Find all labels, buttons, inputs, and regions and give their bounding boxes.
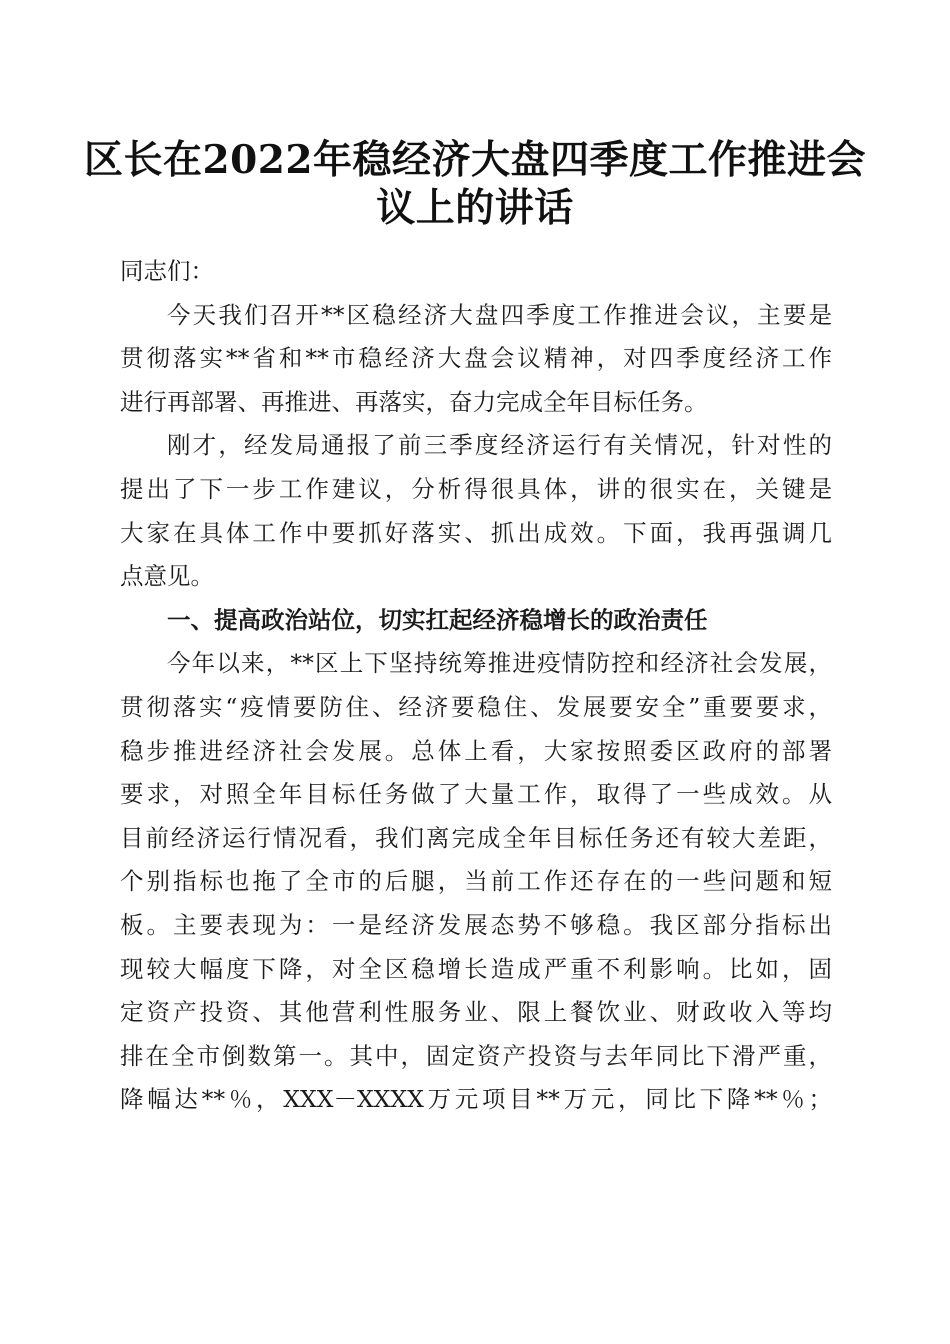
- paragraph-line: 定资产投资、其他营利性服务业、限上餐饮业、财政收入等均: [120, 998, 832, 1027]
- paragraph-line: 今年以来，**区上下坚持统筹推进疫情防控和经济社会发展，: [167, 649, 832, 678]
- paragraph-line: 现较大幅度下降，对全区稳增长造成严重不利影响。比如，固: [120, 954, 832, 983]
- paragraph-line: 提出了下一步工作建议，分析得很具体，讲的很实在，关键是: [120, 474, 832, 503]
- paragraph-line: 贯彻落实“疫情要防住、经济要稳住、发展要安全”重要要求，: [120, 692, 832, 721]
- title-line-1: 区长在2022年稳经济大盘四季度工作推进会: [83, 137, 867, 183]
- paragraph-3: [120, 642, 832, 1122]
- section-heading: 一、提高政治站位，切实扛起经济稳增长的政治责任: [167, 605, 708, 634]
- paragraph-line: 今天我们召开**区稳经济大盘四季度工作推进会议，主要是: [167, 300, 832, 329]
- paragraph-line: 排在全市倒数第一。其中，固定资产投资与去年同比下滑严重，: [120, 1041, 832, 1070]
- paragraph-line: 目前经济运行情况看，我们离完成全年目标任务还有较大差距，: [120, 823, 832, 852]
- paragraph-line: 点意见。: [120, 562, 214, 591]
- salutation: 同志们：: [120, 257, 214, 285]
- paragraph-line: 个别指标也拖了全市的后腿，当前工作还存在的一些问题和短: [120, 867, 832, 896]
- paragraph-line: 贯彻落实**省和**市稳经济大盘会议精神，对四季度经济工作: [120, 344, 832, 373]
- document-title: [0, 136, 950, 232]
- title-line-2: 议上的讲话: [376, 185, 574, 231]
- paragraph-line: 大家在具体工作中要抓好落实、抓出成效。下面，我再强调几: [120, 518, 832, 547]
- paragraph-line: 降幅达**％，XXX－XXXX万元项目**万元，同比下降**％；: [120, 1085, 832, 1114]
- paragraph-line: 板。主要表现为：一是经济发展态势不够稳。我区部分指标出: [120, 910, 832, 939]
- document-body: [120, 250, 832, 1122]
- paragraph-1: [120, 294, 832, 425]
- paragraph-line: 稳步推进经济社会发展。总体上看，大家按照委区政府的部署: [120, 736, 832, 765]
- paragraph-2: [120, 424, 832, 598]
- paragraph-line: 进行再部署、再推进、再落实，奋力完成全年目标任务。: [120, 387, 708, 416]
- paragraph-line: 要求，对照全年目标任务做了大量工作，取得了一些成效。从: [120, 780, 832, 809]
- paragraph-line: 刚才，经发局通报了前三季度经济运行有关情况，针对性的: [167, 431, 832, 460]
